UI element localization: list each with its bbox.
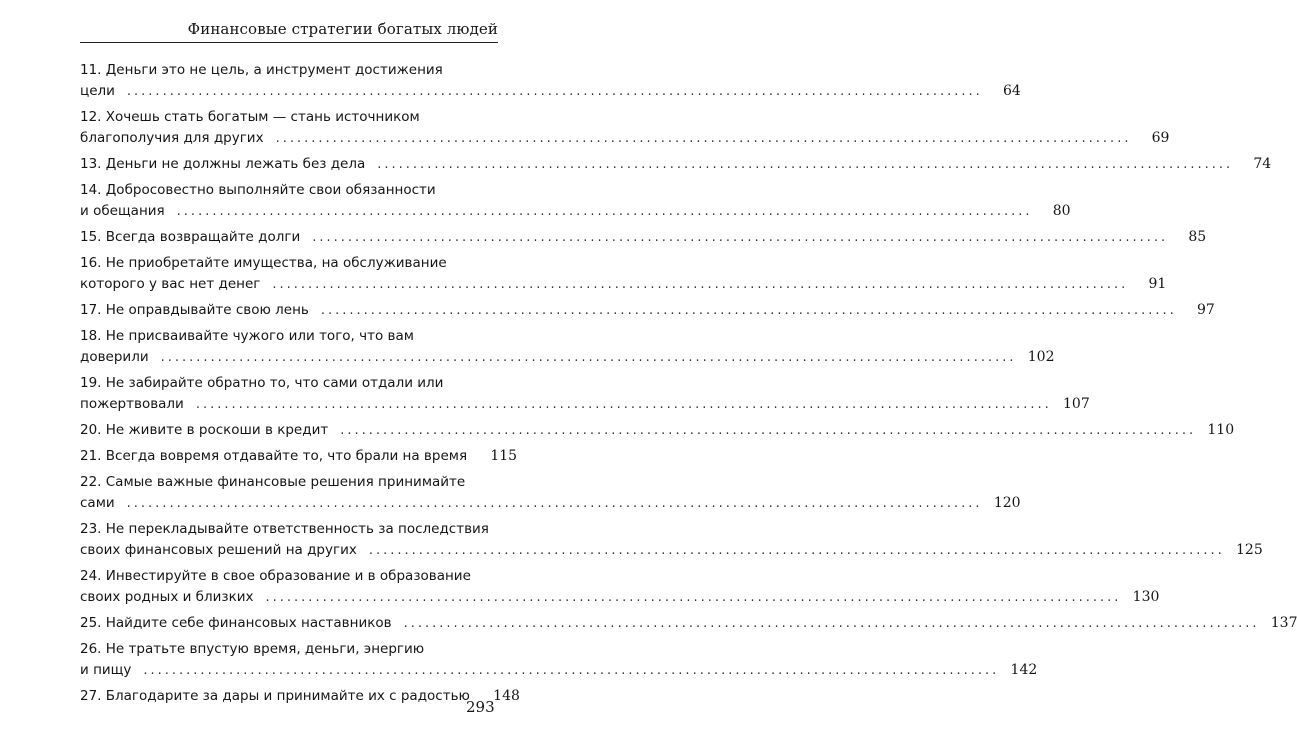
toc-entry-title-line: 14. Добросовестно выполняйте свои обязанности [80, 182, 436, 198]
toc-entry-page-number: 74 [1253, 156, 1272, 172]
toc-entry [80, 373, 1090, 415]
toc-entry-last-line [80, 493, 1021, 514]
toc-entry [80, 107, 1170, 149]
toc-entry-page-number: 110 [1207, 422, 1235, 438]
toc-entry [80, 253, 1167, 295]
toc-entry-page-number: 130 [1132, 589, 1160, 605]
toc-entry-page-number: 137 [1270, 615, 1297, 631]
dot-leader: ........................................................................................................................ [403, 616, 1260, 631]
dot-leader: ........................................................................................................................ [377, 157, 1234, 172]
toc-entry-title: и пищу [80, 662, 132, 678]
toc-entry-title: 20. Не живите в роскоши в кредит [80, 422, 329, 438]
toc-entry [80, 227, 1207, 248]
toc-entry-title: доверили [80, 349, 149, 365]
toc-entry-title-line: 11. Деньги это не цель, а инструмент достижения [80, 62, 443, 78]
toc-entry-last-line [80, 446, 518, 467]
toc-entry-page-number: 107 [1063, 396, 1090, 412]
toc-entry [80, 60, 1021, 102]
toc-entry-last-line [80, 154, 1272, 175]
toc-entry-title-line: 22. Самые важные финансовые решения принимайте [80, 474, 466, 490]
table-of-contents [80, 60, 1297, 712]
dot-leader: ........................................................................................................................ [340, 423, 1197, 438]
toc-entry-title: и обещания [80, 203, 165, 219]
toc-entry [80, 519, 1263, 561]
toc-entry [80, 300, 1215, 321]
toc-entry-page-number: 115 [490, 448, 518, 464]
toc-entry-title: 13. Деньги не должны лежать без дела [80, 156, 366, 172]
page-number: 293 [466, 698, 495, 716]
toc-entry [80, 154, 1272, 175]
toc-entry-title: которого у вас нет денег [80, 276, 261, 292]
toc-entry-page-number: 120 [993, 495, 1021, 511]
dot-leader: ........................................................................................................................ [143, 663, 1000, 678]
toc-entry-title: 27. Благодарите за дары и принимайте их с радостью [80, 688, 470, 704]
toc-entry-last-line [80, 81, 1021, 102]
toc-entry-page-number: 64 [1002, 83, 1021, 99]
dot-leader: ........................................................................................................................ [272, 277, 1129, 292]
toc-entry-title: 17. Не оправдывайте свою лень [80, 302, 309, 318]
toc-entry-title-line: 19. Не забирайте обратно то, что сами отдали или [80, 375, 444, 391]
dot-leader: ........................................................................................................................ [312, 230, 1169, 245]
toc-entry-title: 25. Найдите себе финансовых наставников [80, 615, 392, 631]
toc-entry-last-line [80, 420, 1235, 441]
toc-entry-title-line: 24. Инвестируйте в свое образование и в образование [80, 568, 471, 584]
toc-entry-title: 21. Всегда вовремя отдавайте то, что брали на время [80, 448, 468, 464]
toc-entry-last-line [80, 347, 1055, 368]
toc-entry [80, 639, 1038, 681]
toc-entry-title: пожертвовали [80, 396, 184, 412]
toc-entry-page-number: 125 [1236, 542, 1263, 558]
toc-entry-page-number: 91 [1148, 276, 1167, 292]
dot-leader: ........................................................................................................................ [275, 131, 1132, 146]
toc-entry [80, 613, 1297, 634]
toc-entry-last-line [80, 587, 1160, 608]
toc-entry-last-line [80, 686, 520, 707]
running-header-title: Финансовые стратегии богатых людей [187, 20, 498, 38]
toc-entry-title: своих родных и близких [80, 589, 254, 605]
toc-entry-title-line: 23. Не перекладывайте ответственность за последствия [80, 521, 489, 537]
toc-entry [80, 472, 1021, 514]
toc-entry [80, 446, 518, 467]
toc-entry-last-line [80, 274, 1167, 295]
dot-leader: ........................................................................................................................ [195, 397, 1052, 412]
toc-entry-title-line: 16. Не приобретайте имущества, на обслуживание [80, 255, 447, 271]
toc-entry-title: цели [80, 83, 115, 99]
toc-entry-title: 15. Всегда возвращайте долги [80, 229, 301, 245]
toc-entry-page-number: 80 [1052, 203, 1071, 219]
toc-entry-title-line: 26. Не тратьте впустую время, деньги, энергию [80, 641, 425, 657]
toc-entry-page-number: 142 [1010, 662, 1038, 678]
toc-entry-last-line [80, 394, 1090, 415]
dot-leader: ........................................................................................................................ [368, 543, 1225, 558]
dot-leader: ........................................................................................................................ [126, 84, 983, 99]
toc-entry [80, 686, 520, 707]
toc-entry-page-number: 102 [1027, 349, 1055, 365]
toc-entry-last-line [80, 613, 1297, 634]
running-header [80, 18, 498, 43]
toc-entry-title: своих финансовых решений на других [80, 542, 357, 558]
toc-entry-title-line: 18. Не присваивайте чужого или того, что вам [80, 328, 414, 344]
toc-entry-last-line [80, 660, 1038, 681]
toc-entry-page-number: 97 [1196, 302, 1215, 318]
toc-entry [80, 326, 1055, 368]
toc-entry-title-line: 12. Хочешь стать богатым — стань источником [80, 109, 420, 125]
dot-leader: ........................................................................................................................ [160, 350, 1017, 365]
toc-entry-last-line [80, 128, 1170, 149]
toc-entry [80, 566, 1160, 608]
dot-leader: ........................................................................................................................ [265, 590, 1122, 605]
dot-leader: ........................................................................................................................ [176, 204, 1033, 219]
toc-entry [80, 180, 1071, 222]
toc-entry-title: благополучия для других [80, 130, 264, 146]
toc-entry-page-number: 148 [493, 688, 520, 704]
toc-entry-last-line [80, 201, 1071, 222]
toc-entry-page-number: 85 [1188, 229, 1207, 245]
toc-entry-last-line [80, 300, 1215, 321]
dot-leader: ........................................................................................................................ [126, 496, 983, 511]
toc-entry-page-number: 69 [1151, 130, 1170, 146]
toc-entry-last-line [80, 540, 1263, 561]
dot-leader: ........................................................................................................................ [320, 303, 1177, 318]
toc-entry [80, 420, 1235, 441]
toc-entry-title: сами [80, 495, 115, 511]
toc-entry-last-line [80, 227, 1207, 248]
